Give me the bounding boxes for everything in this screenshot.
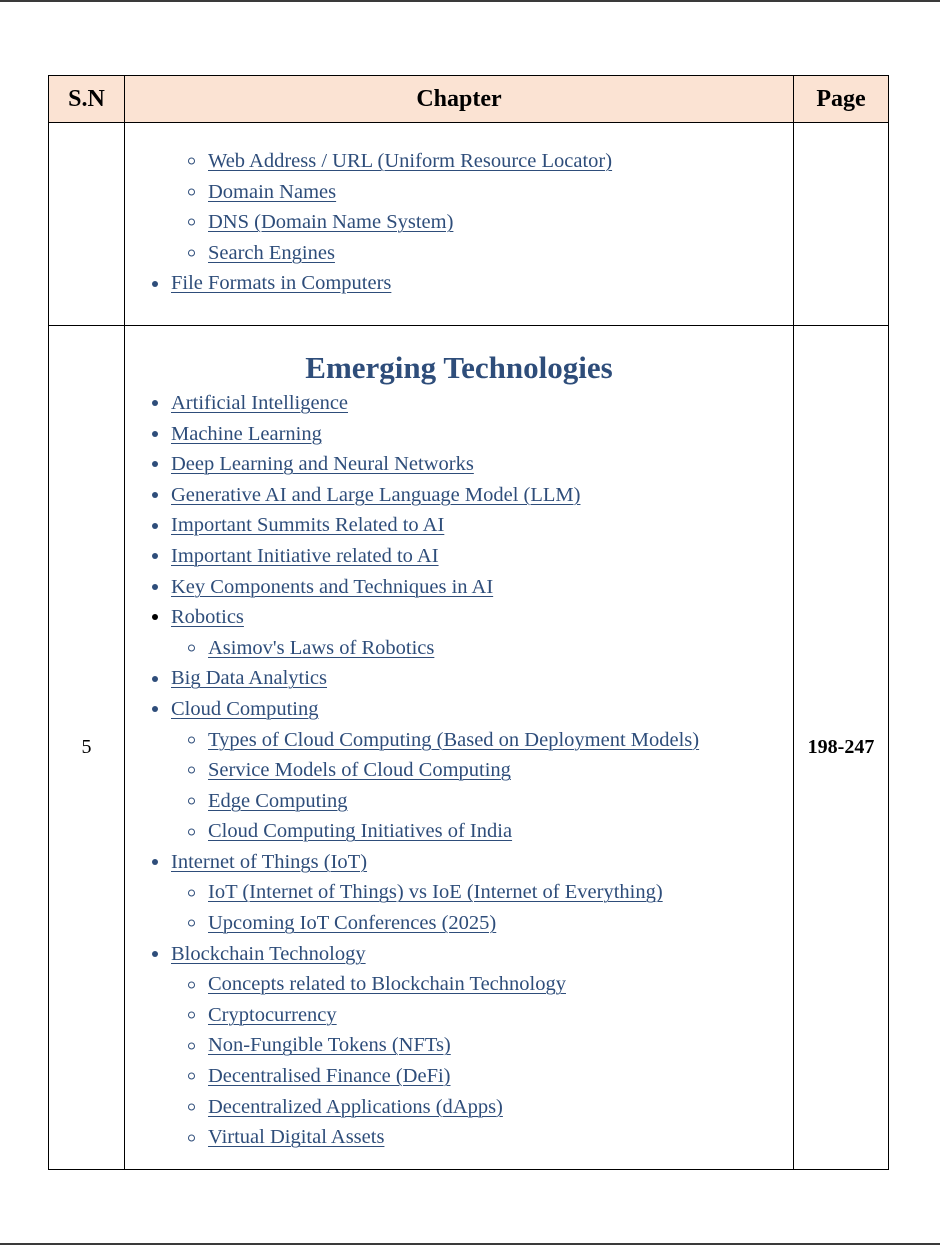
toc-link[interactable]: Search Engines bbox=[208, 241, 335, 264]
table-of-contents bbox=[48, 75, 889, 1170]
hollow-bullet-icon bbox=[188, 1012, 195, 1019]
filled-bullet-icon bbox=[152, 400, 158, 406]
filled-bullet-icon bbox=[152, 553, 158, 559]
toc-subtopic-item bbox=[125, 877, 793, 908]
toc-link[interactable]: Important Initiative related to AI bbox=[171, 544, 439, 567]
toc-link[interactable]: Upcoming IoT Conferences (2025) bbox=[208, 912, 497, 935]
toc-link[interactable]: Key Components and Techniques in AI bbox=[171, 575, 494, 598]
hollow-bullet-icon bbox=[188, 1073, 195, 1080]
table-row bbox=[49, 123, 889, 326]
toc-link[interactable]: Cryptocurrency bbox=[208, 1003, 337, 1026]
toc-link[interactable]: Artificial Intelligence bbox=[171, 391, 349, 414]
filled-bullet-icon bbox=[152, 461, 158, 467]
table-row bbox=[49, 325, 889, 1169]
header-page: Page bbox=[794, 76, 889, 123]
toc-link[interactable]: Important Summits Related to AI bbox=[171, 514, 445, 537]
toc-topic-item bbox=[125, 449, 793, 480]
filled-bullet-icon bbox=[152, 614, 158, 620]
toc-link[interactable]: Machine Learning bbox=[171, 422, 322, 445]
toc-link[interactable]: Big Data Analytics bbox=[171, 667, 328, 690]
toc-subtopic-item bbox=[125, 816, 793, 847]
toc-link[interactable]: Deep Learning and Neural Networks bbox=[171, 453, 474, 476]
hollow-bullet-icon bbox=[188, 1103, 195, 1110]
hollow-bullet-icon bbox=[188, 219, 195, 226]
page-top-rule bbox=[0, 0, 940, 2]
toc-subtopic-item bbox=[125, 1000, 793, 1031]
topic-list bbox=[125, 388, 793, 1153]
toc-subtopic-item bbox=[125, 1030, 793, 1061]
hollow-bullet-icon bbox=[188, 736, 195, 743]
row-sn: 5 bbox=[49, 325, 125, 1169]
toc-subtopic-item bbox=[125, 1092, 793, 1123]
toc-topic-item bbox=[125, 419, 793, 450]
hollow-bullet-icon bbox=[188, 1042, 195, 1049]
hollow-bullet-icon bbox=[188, 889, 195, 896]
toc-link[interactable]: Domain Names bbox=[208, 180, 337, 203]
toc-subtopic-item bbox=[125, 1061, 793, 1092]
toc-subtopic-item bbox=[125, 755, 793, 786]
toc-link[interactable]: Generative AI and Large Language Model (LLM) bbox=[171, 483, 581, 506]
toc-topic-item bbox=[125, 939, 793, 970]
hollow-bullet-icon bbox=[188, 920, 195, 927]
toc-link[interactable]: Asimov's Laws of Robotics bbox=[208, 636, 435, 659]
hollow-bullet-icon bbox=[188, 645, 195, 652]
toc-topic-item bbox=[125, 388, 793, 419]
filled-bullet-icon bbox=[152, 676, 158, 682]
toc-link[interactable]: DNS (Domain Name System) bbox=[208, 211, 454, 234]
chapter-title: Emerging Technologies bbox=[305, 349, 613, 385]
toc-link[interactable]: Blockchain Technology bbox=[171, 942, 366, 965]
toc-topic-item bbox=[125, 510, 793, 541]
toc-subtopic-item bbox=[125, 146, 793, 177]
toc-link[interactable]: Web Address / URL (Uniform Resource Locator) bbox=[208, 150, 613, 172]
toc-link[interactable]: Types of Cloud Computing (Based on Deployment Models) bbox=[208, 728, 700, 751]
page-bottom-rule bbox=[0, 1243, 940, 1245]
toc-subtopic-item bbox=[125, 207, 793, 238]
toc-subtopic-item bbox=[125, 786, 793, 817]
toc-subtopic-item bbox=[125, 177, 793, 208]
hollow-bullet-icon bbox=[188, 250, 195, 257]
row-sn bbox=[49, 123, 125, 326]
toc-topic-item bbox=[125, 602, 793, 633]
row-page-range: 198-247 bbox=[794, 325, 889, 1169]
toc-link[interactable]: File Formats in Computers bbox=[171, 272, 392, 295]
toc-subtopic-item bbox=[125, 725, 793, 756]
toc-link[interactable]: Non-Fungible Tokens (NFTs) bbox=[208, 1034, 451, 1057]
toc-link[interactable]: IoT (Internet of Things) vs IoE (Internet of Everything) bbox=[208, 881, 663, 904]
toc-topic-item bbox=[125, 268, 793, 299]
toc-topic-item bbox=[125, 572, 793, 603]
toc-topic-item bbox=[125, 847, 793, 878]
header-chapter: Chapter bbox=[125, 76, 794, 123]
toc-link[interactable]: Decentralised Finance (DeFi) bbox=[208, 1065, 451, 1088]
filled-bullet-icon bbox=[152, 281, 158, 287]
toc-topic-item bbox=[125, 663, 793, 694]
header-sn: S.N bbox=[49, 76, 125, 123]
filled-bullet-icon bbox=[152, 951, 158, 957]
row-page-range bbox=[794, 123, 889, 326]
toc-header bbox=[49, 76, 889, 123]
filled-bullet-icon bbox=[152, 431, 158, 437]
toc-link[interactable]: Decentralized Applications (dApps) bbox=[208, 1095, 503, 1118]
hollow-bullet-icon bbox=[188, 828, 195, 835]
filled-bullet-icon bbox=[152, 706, 158, 712]
toc-subtopic-item bbox=[125, 908, 793, 939]
toc-subtopic-item bbox=[125, 238, 793, 269]
toc-link[interactable]: Concepts related to Blockchain Technology bbox=[208, 973, 566, 996]
toc-topic-item bbox=[125, 541, 793, 572]
toc-link[interactable]: Cloud Computing Initiatives of India bbox=[208, 820, 513, 843]
hollow-bullet-icon bbox=[188, 188, 195, 195]
chapter-cell bbox=[125, 123, 794, 326]
toc-topic-item bbox=[125, 694, 793, 725]
toc-subtopic-item bbox=[125, 1122, 793, 1153]
hollow-bullet-icon bbox=[188, 767, 195, 774]
toc-link[interactable]: Edge Computing bbox=[208, 789, 348, 812]
filled-bullet-icon bbox=[152, 584, 158, 590]
toc-link[interactable]: Cloud Computing bbox=[171, 697, 319, 720]
toc-link[interactable]: Internet of Things (IoT) bbox=[171, 850, 368, 873]
hollow-bullet-icon bbox=[188, 981, 195, 988]
toc-link[interactable]: Robotics bbox=[171, 606, 244, 629]
toc-subtopic-item bbox=[125, 633, 793, 664]
toc-link[interactable]: Virtual Digital Assets bbox=[208, 1126, 385, 1149]
toc-topic-item bbox=[125, 480, 793, 511]
toc-link[interactable]: Service Models of Cloud Computing bbox=[208, 759, 511, 782]
hollow-bullet-icon bbox=[188, 1134, 195, 1141]
topic-list bbox=[125, 146, 793, 299]
filled-bullet-icon bbox=[152, 492, 158, 498]
toc-subtopic-item bbox=[125, 969, 793, 1000]
filled-bullet-icon bbox=[152, 859, 158, 865]
hollow-bullet-icon bbox=[188, 158, 195, 165]
hollow-bullet-icon bbox=[188, 797, 195, 804]
filled-bullet-icon bbox=[152, 523, 158, 529]
chapter-cell bbox=[125, 325, 794, 1169]
